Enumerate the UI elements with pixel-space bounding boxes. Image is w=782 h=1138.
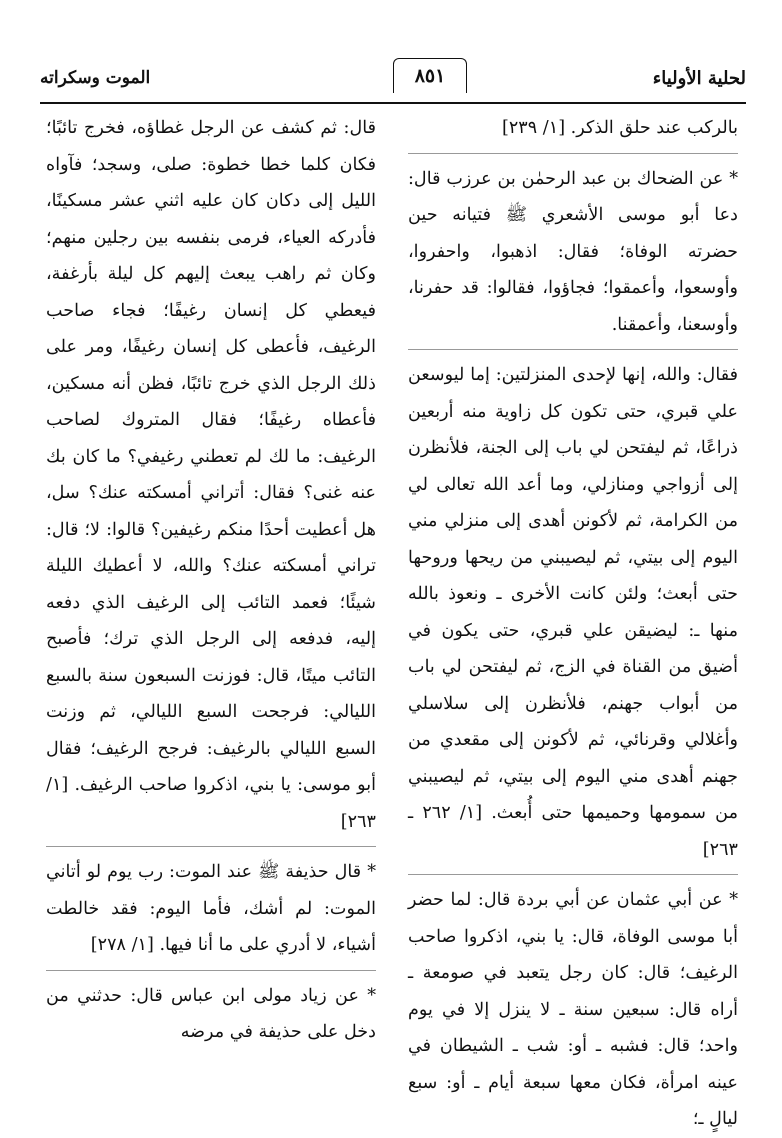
book-title: لحلية الأولياء bbox=[652, 68, 746, 89]
page-header bbox=[40, 50, 746, 104]
paragraph-divider bbox=[408, 874, 738, 875]
page-number bbox=[375, 50, 485, 100]
paragraph: * عن زياد مولى ابن عباس قال: حدثني من دخل على حذيفة في مرضه bbox=[46, 985, 376, 1042]
paragraph-divider bbox=[408, 153, 738, 154]
paragraph: * عن أبي عثمان عن أبي بردة قال: لما حضر أبا موسى الوفاة، قال: يا بني، اذكروا صاحب الرغيف؛ قال: كان رجل يتعبد في صومعة ـ أراه قال: سبعين سنة ـ لا ينزل إلا في يوم واحد؛ قال: فشبه ـ أو: شب ـ الشيطان في عينه امرأة، فكان معها سبعة أيام ـ أو: سبع ليالٍ ـ؛ bbox=[408, 890, 738, 1129]
paragraph: * قال حذيفة ﷺ عند الموت: رب يوم لو أتاني الموت: لم أشك، فأما اليوم: فقد خالطت أشياء، لا أدري على ما أنا فيها. [١/ ٢٧٨] bbox=[46, 862, 376, 955]
right-column bbox=[408, 110, 738, 1138]
chapter-title: الموت وسكراته bbox=[40, 68, 151, 88]
paragraph-divider bbox=[408, 349, 738, 350]
paragraph: فقال: والله، إنها لإحدى المنزلتين: إما ليوسعن علي قبري، حتى تكون كل زاوية منه أربعين ذراعًا، ثم ليفتحن لي باب إلى الجنة، فلأنظرن إلى أزواجي ومنازلي، وما أعد الله تعالى لي من الكرامة، ثم لأكونن أهدى إلى منزلي مني اليوم إلى بيتي، ثم ليصيبني من ريحها وروحها حتى أبعث؛ ولئن كانت الأخرى ـ ونعوذ بالله منها ـ: ليضيقن علي قبري، حتى يكون في أضيق من القناة في الزج، ثم ليفتحن لي باب من أبواب جهنم، فلأنظرن إلى سلاسلي وأغلالي وقرنائي، ثم لأكونن إلى مقعدي من جهنم أهدى مني اليوم إلى بيتي، ثم ليصيبني من سمومها وحميمها حتى أُبعث. [١/ ٢٦٢ ـ ٢٦٣] bbox=[408, 365, 738, 860]
paragraph-divider bbox=[46, 846, 376, 847]
paragraph-divider bbox=[46, 970, 376, 971]
paragraph: * عن الضحاك بن عبد الرحمٰن بن عرزب قال: دعا أبو موسى الأشعري ﷺ فتيانه حين حضرته الوفاة؛ فقال: اذهبوا، واحفروا، وأوسعوا، وأعمقوا؛ فجاؤوا، فقالوا: قد حفرنا، وأوسعنا، وأعمقنا. bbox=[408, 168, 738, 335]
paragraph: قال: ثم كشف عن الرجل غطاؤه، فخرج تائبًا؛ فكان كلما خطا خطوة: صلى، وسجد؛ فآواه الليل إلى دكان كان عليه اثني عشر مسكينًا، فأدركه العياء، فرمى بنفسه بين رجلين منهم؛ وكان ثم راهب يبعث إليهم كل ليلة بأرغفة، فيعطي كل إنسان رغيفًا؛ فجاء صاحب الرغيف، فأعطى كل إنسان رغيفًا، ومر على ذلك الرجل الذي خرج تائبًا، فظن أنه مسكين، فأعطاه رغيفًا؛ فقال المتروك لصاحب الرغيف: ما لك لم تعطني رغيفي؟ ما كان بك عنه غنى؟ فقال: أتراني أمسكته عنك؟ سل، هل أعطيت أحدًا منكم رغيفين؟ قالوا: لا؛ قال: تراني أمسكته عنك؟ والله، لا أعطيك الليلة شيئًا؛ فعمد التائب إلى الرغيف الذي دفعه إليه، فدفعه إلى الرجل الذي ترك؛ فأصبح التائب ميتًا، قال: فوزنت السبعون سنة بالسبع الليالي: فرجحت السبع الليالي، ثم وزنت السبع الليالي بالرغيف: فرجح الرغيف؛ فقال أبو موسى: يا بني، اذكروا صاحب الرغيف. [١/ ٢٦٣] bbox=[46, 118, 376, 832]
page-number-text: ٨٥١ bbox=[414, 65, 446, 87]
paragraph: بالركب عند حلق الذكر. [١/ ٢٣٩] bbox=[501, 118, 738, 138]
left-column bbox=[46, 110, 376, 1051]
